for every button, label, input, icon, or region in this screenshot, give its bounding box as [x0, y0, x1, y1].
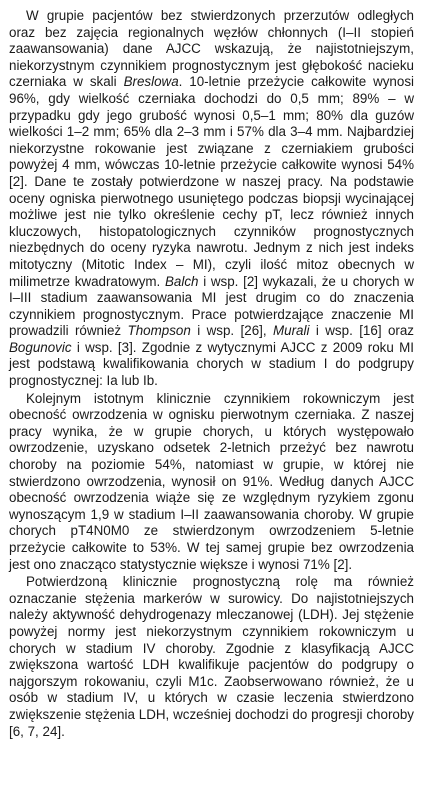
text-run: i wsp. [16] oraz [309, 323, 415, 339]
text-run: i wsp. [2] wykazali, że u chorych w I–III stadium zaawansowania MI jest drugim co do znaczenia czynnikiem prognostycznym. Prace potwierdzające znaczenie MI prowadzili również [9, 273, 414, 339]
paragraph-ulceration [9, 391, 414, 574]
article-body [9, 8, 414, 740]
text-run: i wsp. [3]. Zgodnie z wytycznymi AJCC z 2009 roku MI jest podstawą kwalifikowania chorych w stadium I do podgrupy prognostycznej: Ia lub Ib. [9, 339, 414, 389]
text-run: i wsp. [26], [190, 323, 273, 339]
text-run: . 10-letnie przeżycie całkowite wynosi 96%, gdy wielkość czerniaka dochodzi do 0,5 mm; 89% – w przypadku gdy jego grubość wynosi 0,5–1 mm; 80% dla guzów wielkości 1–2 mm; 65% dla 2–3 mm i 57% dla 3–4 mm. Najbardziej niekorzystne rokowanie jest związane z czerniakiem grubości powyżej 4 mm, wówczas 10-letnie przeżycie całkowite wynosi 54% [2]. Dane te zostały potwierdzone w naszej pracy. Na podstawie oceny ogniska pierwotnego usuniętego podczas biopsji wycinającej możliwe jest nie tylko określenie cechy pT, lecz również innych kluczowych, histopatologicznych czynników prognostycznych niezbędnych do oceny ryzyka nawrotu. Jednym z nich jest indeks mitotyczny (Mitotic Index – MI), czyli ilość mitoz obecnych w milimetrze kwadratowym. [9, 74, 414, 289]
paragraph-ldh-markers [9, 574, 414, 740]
author-name: Murali [273, 323, 310, 339]
author-name: Breslowa [123, 74, 179, 90]
text-run: Kolejnym istotnym klinicznie czynnikiem rokowniczym jest obecność owrzodzenia w ognisku pierwotnym czerniaka. Z naszej pracy wynika, że w grupie chorych, u których występowało owrzodzenie, uzyskano odsetek 2-letnich przeżyć bez nawrotu choroby na poziomie 54%, natomiast w grupie, w której nie stwierdzono owrzodzenia, wynosił on 91%. Według danych AJCC obecność owrzodzenia wiąże się ze względnym ryzykiem zgonu wynoszącym 1,9 w stadium I–II zaawansowania choroby. W grupie chorych pT4N0M0 ze stwierdzonym owrzodzeniem 5-letnie przeżycie całkowite to 53%. W tej samej grupie bez owrzodzenia jest ono znacząco statystycznie większe i wynosi 71% [2]. [9, 390, 414, 572]
text-run: W grupie pacjentów bez stwierdzonych przerzutów odległych oraz bez zajęcia regionalnych węzłów chłonnych (I–II stopień zaawansowania) dane AJCC wskazują, że najistotniejszym, niekorzystnym czynnikiem prognostycznym jest głębokość nacieku czerniaka w skali [9, 8, 414, 90]
author-name: Bogunovic [9, 339, 72, 355]
author-name: Thompson [127, 323, 191, 339]
paragraph-prognosis-breslow [9, 8, 414, 390]
text-run: Potwierdzoną klinicznie prognostyczną rolę ma również oznaczanie stężenia markerów w surowicy. Do najistotniejszych należy aktywność dehydrogenazy mleczanowej (LDH). Jej stężenie powyżej normy jest niekorzystnym czynnikiem rokowniczym u chorych w stadium IV choroby. Zgodnie z klasyfikacją AJCC zwiększona wartość LDH kwalifikuje pacjentów do podgrupy o najgorszym rokowaniu, czyli M1c. Zaobserwowano również, że u osób w stadium IV, u których w czasie leczenia stwierdzono zwiększenie stężenia LDH, wcześniej dochodzi do progresji choroby [6, 7, 24]. [9, 574, 414, 739]
author-name: Balch [164, 273, 199, 289]
